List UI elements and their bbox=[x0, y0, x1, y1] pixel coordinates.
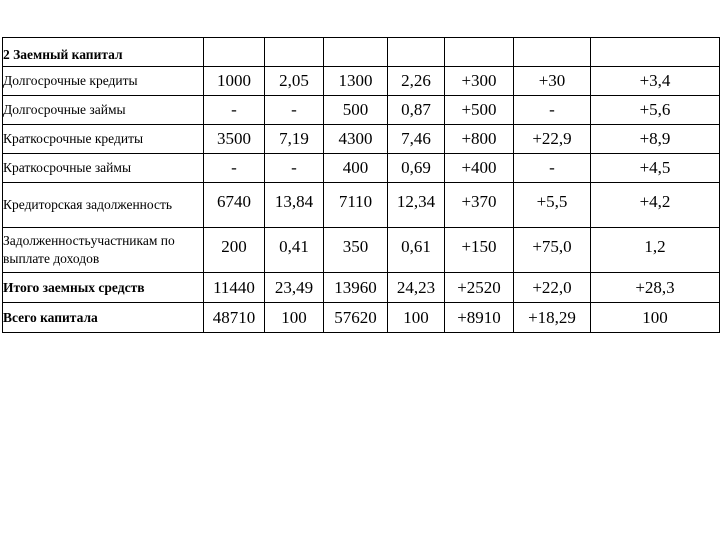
value-cell: 13960 bbox=[324, 273, 388, 303]
value-cell: 13,84 bbox=[265, 183, 324, 228]
table-row bbox=[3, 125, 720, 154]
value-cell: +8,9 bbox=[591, 125, 720, 154]
value-cell: 2,05 bbox=[265, 67, 324, 96]
value-cell: 7,19 bbox=[265, 125, 324, 154]
borrowed-capital-table bbox=[2, 37, 720, 333]
value-cell: 1000 bbox=[204, 67, 265, 96]
value-cell: +4,5 bbox=[591, 154, 720, 183]
value-cell: +5,6 bbox=[591, 96, 720, 125]
row-label: Долгосрочные кредиты bbox=[3, 67, 204, 96]
table-row bbox=[3, 183, 720, 228]
value-cell: - bbox=[204, 96, 265, 125]
value-cell: 0,61 bbox=[388, 228, 445, 273]
value-cell: 11440 bbox=[204, 273, 265, 303]
value-cell: +3,4 bbox=[591, 67, 720, 96]
value-cell: +22,0 bbox=[514, 273, 591, 303]
value-cell: 24,23 bbox=[388, 273, 445, 303]
row-label: Долгосрочные займы bbox=[3, 96, 204, 125]
value-cell: +400 bbox=[445, 154, 514, 183]
value-cell: 400 bbox=[324, 154, 388, 183]
value-cell: - bbox=[514, 96, 591, 125]
value-cell: 48710 bbox=[204, 303, 265, 333]
value-cell: +75,0 bbox=[514, 228, 591, 273]
value-cell: 2,26 bbox=[388, 67, 445, 96]
empty-cell bbox=[388, 38, 445, 67]
value-cell: 7110 bbox=[324, 183, 388, 228]
value-cell: 7,46 bbox=[388, 125, 445, 154]
value-cell: 0,41 bbox=[265, 228, 324, 273]
value-cell: - bbox=[204, 154, 265, 183]
value-cell: +8910 bbox=[445, 303, 514, 333]
value-cell: +4,2 bbox=[591, 183, 720, 228]
value-cell: - bbox=[265, 154, 324, 183]
value-cell: 100 bbox=[265, 303, 324, 333]
value-cell: +5,5 bbox=[514, 183, 591, 228]
value-cell: +300 bbox=[445, 67, 514, 96]
row-label: Краткосрочные кредиты bbox=[3, 125, 204, 154]
empty-cell bbox=[324, 38, 388, 67]
value-cell: 4300 bbox=[324, 125, 388, 154]
value-cell: +30 bbox=[514, 67, 591, 96]
empty-cell bbox=[445, 38, 514, 67]
table-row bbox=[3, 67, 720, 96]
value-cell: +2520 bbox=[445, 273, 514, 303]
value-cell: 0,87 bbox=[388, 96, 445, 125]
empty-cell bbox=[204, 38, 265, 67]
value-cell: 1300 bbox=[324, 67, 388, 96]
table-row bbox=[3, 154, 720, 183]
value-cell: 350 bbox=[324, 228, 388, 273]
value-cell: 12,34 bbox=[388, 183, 445, 228]
value-cell: +28,3 bbox=[591, 273, 720, 303]
value-cell: +18,29 bbox=[514, 303, 591, 333]
table-row bbox=[3, 228, 720, 273]
value-cell: 3500 bbox=[204, 125, 265, 154]
value-cell: 0,69 bbox=[388, 154, 445, 183]
value-cell: +22,9 bbox=[514, 125, 591, 154]
value-cell: +500 bbox=[445, 96, 514, 125]
row-label: Итого заемных средств bbox=[3, 273, 204, 303]
value-cell: - bbox=[514, 154, 591, 183]
value-cell: 1,2 bbox=[591, 228, 720, 273]
value-cell: 6740 bbox=[204, 183, 265, 228]
row-label: Кредиторская задолженность bbox=[3, 183, 204, 228]
empty-cell bbox=[591, 38, 720, 67]
empty-cell bbox=[265, 38, 324, 67]
value-cell: 23,49 bbox=[265, 273, 324, 303]
value-cell: 200 bbox=[204, 228, 265, 273]
row-label: Всего капитала bbox=[3, 303, 204, 333]
value-cell: 500 bbox=[324, 96, 388, 125]
table-row bbox=[3, 303, 720, 333]
value-cell: +370 bbox=[445, 183, 514, 228]
value-cell: +800 bbox=[445, 125, 514, 154]
value-cell: 57620 bbox=[324, 303, 388, 333]
section-title: 2 Заемный капитал bbox=[3, 38, 204, 67]
row-label: Краткосрочные займы bbox=[3, 154, 204, 183]
row-label: Задолженностьучастникам по выплате доходов bbox=[3, 228, 204, 273]
table-row bbox=[3, 273, 720, 303]
empty-cell bbox=[514, 38, 591, 67]
table-row bbox=[3, 96, 720, 125]
value-cell: 100 bbox=[591, 303, 720, 333]
value-cell: +150 bbox=[445, 228, 514, 273]
value-cell: - bbox=[265, 96, 324, 125]
value-cell: 100 bbox=[388, 303, 445, 333]
section-header-row bbox=[3, 38, 720, 67]
